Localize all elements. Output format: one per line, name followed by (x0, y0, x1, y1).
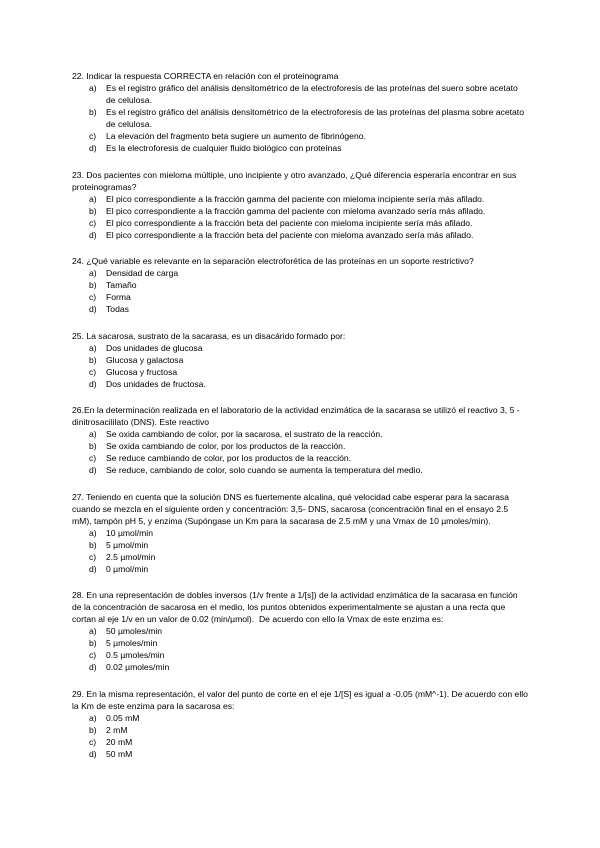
option-text: 10 µmol/min (106, 527, 153, 538)
option-d (72, 464, 528, 476)
option-text: Se reduce, cambiando de color, solo cuando se aumenta la temperatura del medio. (106, 465, 423, 475)
option-letter: d) (89, 143, 97, 153)
option-letter: c) (89, 131, 97, 141)
option-d (72, 378, 528, 390)
option-c (72, 291, 528, 303)
option-letter: b) (89, 724, 97, 735)
option-b (72, 106, 528, 130)
option-text: 2 mM (106, 724, 128, 735)
question-25 (72, 330, 528, 390)
option-text: El pico correspondiente a la fracción gamma del paciente con mieloma incipiente sería más afilado. (106, 193, 485, 204)
option-a (72, 342, 528, 354)
option-text: Se oxida cambiando de color, por la sacarosa, el sustrato de la reacción. (106, 429, 383, 439)
option-a (72, 428, 528, 440)
option-c (72, 366, 528, 378)
option-d (72, 229, 528, 241)
option-letter: b) (89, 638, 97, 648)
option-text: 0 µmol/min (106, 563, 149, 574)
option-b (72, 354, 528, 366)
option-letter: a) (89, 712, 97, 723)
option-text: 5 µmol/min (106, 539, 149, 550)
options-list (72, 712, 528, 760)
option-letter: c) (89, 217, 97, 228)
option-letter: a) (89, 193, 97, 204)
question-text: 29. En la misma representación, el valor del punto de corte en el eje 1/[S] es igual a -0.05 (mM^-1). De acuerdo con ello la Km de este enzima para la sacarosa es: (72, 688, 531, 711)
option-text: 2.5 µmol/min (106, 551, 156, 562)
option-letter: d) (89, 748, 97, 759)
option-a (72, 267, 528, 279)
option-c (72, 217, 528, 229)
options-list (72, 267, 528, 315)
option-b (72, 724, 528, 736)
option-text: Dos unidades de glucosa (106, 342, 203, 353)
option-text: El pico correspondiente a la fracción beta del paciente con mieloma incipiente sería más afilado. (106, 217, 473, 228)
question-text: 27. Teniendo en cuenta que la solución DNS es fuertemente alcalina, qué velocidad cabe esperar para la sacarasa cuando se mezcla en el siguiente orden y concentración: 3,5- DNS, sacarosa (concentración final en el ensayo 2.5 mM), tampón pH 5, y enzima (Supóngase un Km para la sacarasa de 2.5 mM y una Vmax de 10 µmoles/min). (72, 491, 512, 526)
option-text: 0.02 µmoles/min (106, 662, 170, 672)
option-letter: a) (89, 342, 97, 353)
option-letter: a) (89, 527, 97, 538)
option-letter: a) (89, 429, 97, 439)
options-list (72, 527, 528, 575)
option-letter: b) (89, 441, 97, 451)
option-text: 0.05 mM (106, 712, 140, 723)
option-a (72, 712, 528, 724)
option-c (72, 736, 528, 748)
option-text: Dos unidades de fructosa. (106, 378, 206, 389)
option-text: Es la electroforesis de cualquier fluido biológico con proteínas (106, 143, 342, 153)
option-letter: c) (89, 453, 97, 463)
option-text: 50 mM (106, 748, 133, 759)
option-c (72, 551, 528, 563)
option-b (72, 539, 528, 551)
exam-page (72, 70, 531, 774)
option-letter: c) (89, 366, 97, 377)
option-text: Glucosa y fructosa (106, 366, 178, 377)
option-text: Es el registro gráfico del análisis densitométrico de la electroforesis de las proteínas del plasma sobre acetato de celulosa. (106, 107, 527, 129)
option-b (72, 279, 528, 291)
option-letter: b) (89, 107, 97, 117)
option-text: La elevación del fragmento beta sugiere un aumento de fibrinógeno. (106, 131, 366, 141)
option-letter: b) (89, 280, 97, 290)
option-d (72, 142, 528, 154)
option-text: 5 µmoles/min (106, 638, 158, 648)
question-22 (72, 70, 528, 154)
option-a (72, 193, 528, 205)
options-list (72, 428, 528, 476)
options-list (72, 193, 528, 241)
options-list (72, 82, 528, 154)
option-d (72, 661, 528, 673)
question-text: 22. Indicar la respuesta CORRECTA en relación con el proteinograma (72, 71, 339, 81)
option-text: Densidad de carga (106, 268, 179, 278)
option-b (72, 205, 528, 217)
option-b (72, 440, 528, 452)
option-letter: d) (89, 304, 97, 314)
option-text: Se oxida cambiando de color, por los productos de la reacción. (106, 441, 346, 451)
option-letter: d) (89, 378, 97, 389)
option-letter: b) (89, 354, 97, 365)
question-27 (72, 491, 528, 575)
option-letter: d) (89, 662, 97, 672)
question-26 (72, 404, 528, 476)
option-c (72, 649, 528, 661)
question-text: 26.En la determinación realizada en el laboratorio de la actividad enzimática de la sacarasa se utilizó el reactivo 3, 5 - dinitrosacililato (DNS). Este reactivo (72, 405, 522, 427)
option-text: Se reduce cambiando de color, por los productos de la reacción. (106, 453, 352, 463)
option-text: Glucosa y galactosa (106, 354, 184, 365)
option-letter: a) (89, 83, 97, 93)
option-text: Todas (106, 304, 129, 314)
option-letter: b) (89, 539, 97, 550)
option-a (72, 82, 528, 106)
option-text: Forma (106, 292, 131, 302)
option-text: 50 µmoles/min (106, 626, 163, 636)
option-d (72, 748, 528, 760)
option-d (72, 303, 528, 315)
option-text: Tamaño (106, 280, 137, 290)
option-d (72, 563, 528, 575)
option-letter: a) (89, 626, 97, 636)
option-text: El pico correspondiente a la fracción beta del paciente con mieloma avanzado sería más afilado. (106, 229, 474, 240)
option-a (72, 625, 528, 637)
option-letter: a) (89, 268, 97, 278)
option-c (72, 452, 528, 464)
option-b (72, 637, 528, 649)
option-letter: d) (89, 229, 97, 240)
option-text: El pico correspondiente a la fracción gamma del paciente con mieloma avanzado sería más afilado. (106, 205, 486, 216)
option-letter: c) (89, 650, 97, 660)
option-letter: c) (89, 292, 97, 302)
options-list (72, 625, 528, 673)
question-23 (72, 169, 528, 241)
option-letter: d) (89, 465, 97, 475)
option-text: 20 mM (106, 736, 133, 747)
question-text: 28. En una representación de dobles inversos (1/v frente a 1/[s]) de la actividad enzimática de la sacarasa en función de la concentración de sacarosa en el medio, los puntos obtenidos experimentalmente se ajustan a una recta que cortan al eje 1/v en un valor de 0.02 (min/µmol). De acuerdo con ello la Vmax de este enzima es: (72, 590, 521, 624)
options-list (72, 342, 528, 390)
question-29 (72, 688, 531, 760)
option-letter: d) (89, 563, 97, 574)
option-letter: b) (89, 205, 97, 216)
question-text: 25. La sacarosa, sustrato de la sacarasa, es un disacárido formado por: (72, 330, 346, 341)
option-letter: c) (89, 551, 97, 562)
question-28 (72, 589, 528, 673)
question-text: 23. Dos pacientes con mieloma múltiple, uno incipiente y otro avanzado, ¿Qué diferencia esperaría encontrar en sus proteinogramas? (72, 169, 519, 192)
option-text: Es el registro gráfico del análisis densitométrico de la electroforesis de las proteínas del suero sobre acetato de celulosa. (106, 83, 521, 105)
question-24 (72, 255, 528, 315)
question-text: 24. ¿Qué variable es relevante en la separación electroforética de las proteínas en un soporte restrictivo? (72, 256, 474, 266)
option-text: 0.5 µmoles/min (106, 650, 165, 660)
option-a (72, 527, 528, 539)
option-c (72, 130, 528, 142)
option-letter: c) (89, 736, 97, 747)
